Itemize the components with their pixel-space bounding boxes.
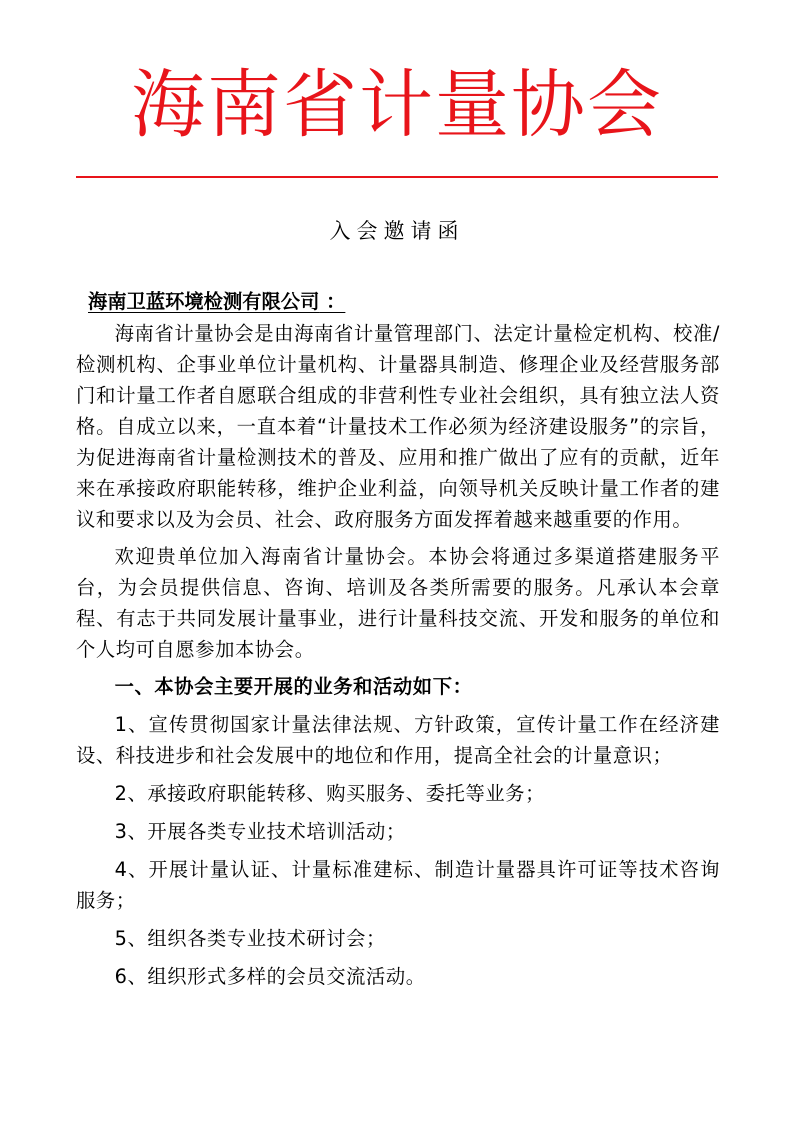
addressee-line: [76, 286, 720, 317]
addressee-name: 海南卫蓝环境检测有限公司: [88, 290, 320, 313]
document-title: 入会邀请函: [329, 219, 465, 243]
letter-body: [76, 286, 720, 992]
list-item: 6、组织形式多样的会员交流活动。: [114, 965, 426, 988]
welcome-paragraph: 欢迎贵单位加入海南省计量协会。本协会将通过多渠道搭建服务平台，为会员提供信息、咨询、培训及各类所需要的服务。凡承认本会章程、有志于共同发展计量事业，进行计量科技交流、开发和服务的单位和个人均可自愿参加本协会。: [76, 545, 720, 661]
list-item: 1、宣传贯彻国家计量法律法规、方针政策，宣传计量工作在经济建设、科技进步和社会发展中的地位和作用，提高全社会的计量意识；: [76, 713, 720, 767]
letterhead-divider: [76, 176, 718, 178]
section-heading: 一、本协会主要开展的业务和活动如下：: [114, 675, 473, 698]
org-letterhead-title: 海南省计量协会: [131, 62, 663, 148]
intro-paragraph: 海南省计量协会是由海南省计量管理部门、法定计量检定机构、校准/检测机构、企事业单位计量机构、计量器具制造、修理企业及经营服务部门和计量工作者自愿联合组成的非营利性专业社会组织，具有独立法人资格。自成立以来，一直本着“计量技术工作必须为经济建设服务”的宗旨，为促进海南省计量检测技术的普及、应用和推广做出了应有的贡献，近年来在承接政府职能转移，维护企业利益，向领导机关反映计量工作者的建议和要求以及为会员、社会、政府服务方面发挥着越来越重要的作用。: [76, 322, 720, 531]
list-item: 3、开展各类专业技术培训活动；: [114, 820, 406, 843]
addressee-suffix: ：: [319, 290, 346, 313]
list-item: 5、组织各类专业技术研讨会；: [114, 927, 386, 950]
list-item: 4、开展计量认证、计量标准建标、制造计量器具许可证等技术咨询服务；: [76, 858, 720, 912]
list-item: 2、承接政府职能转移、购买服务、委托等业务；: [114, 782, 545, 805]
